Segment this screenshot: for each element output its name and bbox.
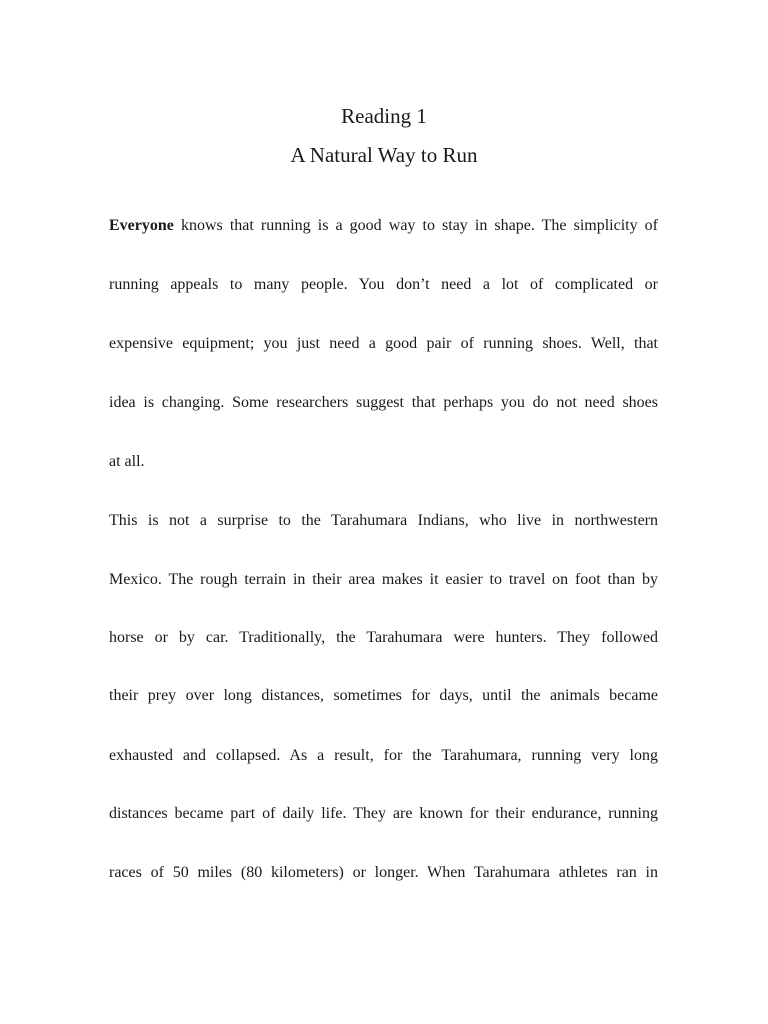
paragraph-2-line-4: their prey over long distances, sometimes for days, until the animals became — [109, 687, 658, 704]
paragraph-1-line-1 — [109, 216, 658, 236]
paragraph-2-line-2: Mexico. The rough terrain in their area makes it easier to travel on foot than by — [109, 571, 658, 588]
reading-number-heading: Reading 1 — [341, 104, 427, 128]
paragraph-2-line-6: distances became part of daily life. They are known for their endurance, running — [109, 805, 658, 822]
paragraph-1-line-4: idea is changing. Some researchers suggest that perhaps you do not need shoes — [109, 394, 658, 411]
paragraph-2-line-1: This is not a surprise to the Tarahumara Indians, who live in northwestern — [109, 512, 658, 529]
paragraph-lead-word: Everyone — [109, 217, 174, 234]
paragraph-1-line-5: at all. — [109, 453, 145, 470]
paragraph-1-line-2: running appeals to many people. You don’t need a lot of complicated or — [109, 276, 658, 293]
paragraph-2-line-3: horse or by car. Traditionally, the Tarahumara were hunters. They followed — [109, 629, 658, 646]
paragraph-2-line-5: exhausted and collapsed. As a result, for the Tarahumara, running very long — [109, 747, 658, 764]
reading-title-heading: A Natural Way to Run — [290, 143, 478, 167]
paragraph-1-line-1-text: knows that running is a good way to stay in shape. The simplicity of — [173, 217, 658, 234]
paragraph-2-line-7: races of 50 miles (80 kilometers) or longer. When Tarahumara athletes ran in — [109, 864, 658, 881]
paragraph-1-line-3: expensive equipment; you just need a good pair of running shoes. Well, that — [109, 335, 658, 352]
